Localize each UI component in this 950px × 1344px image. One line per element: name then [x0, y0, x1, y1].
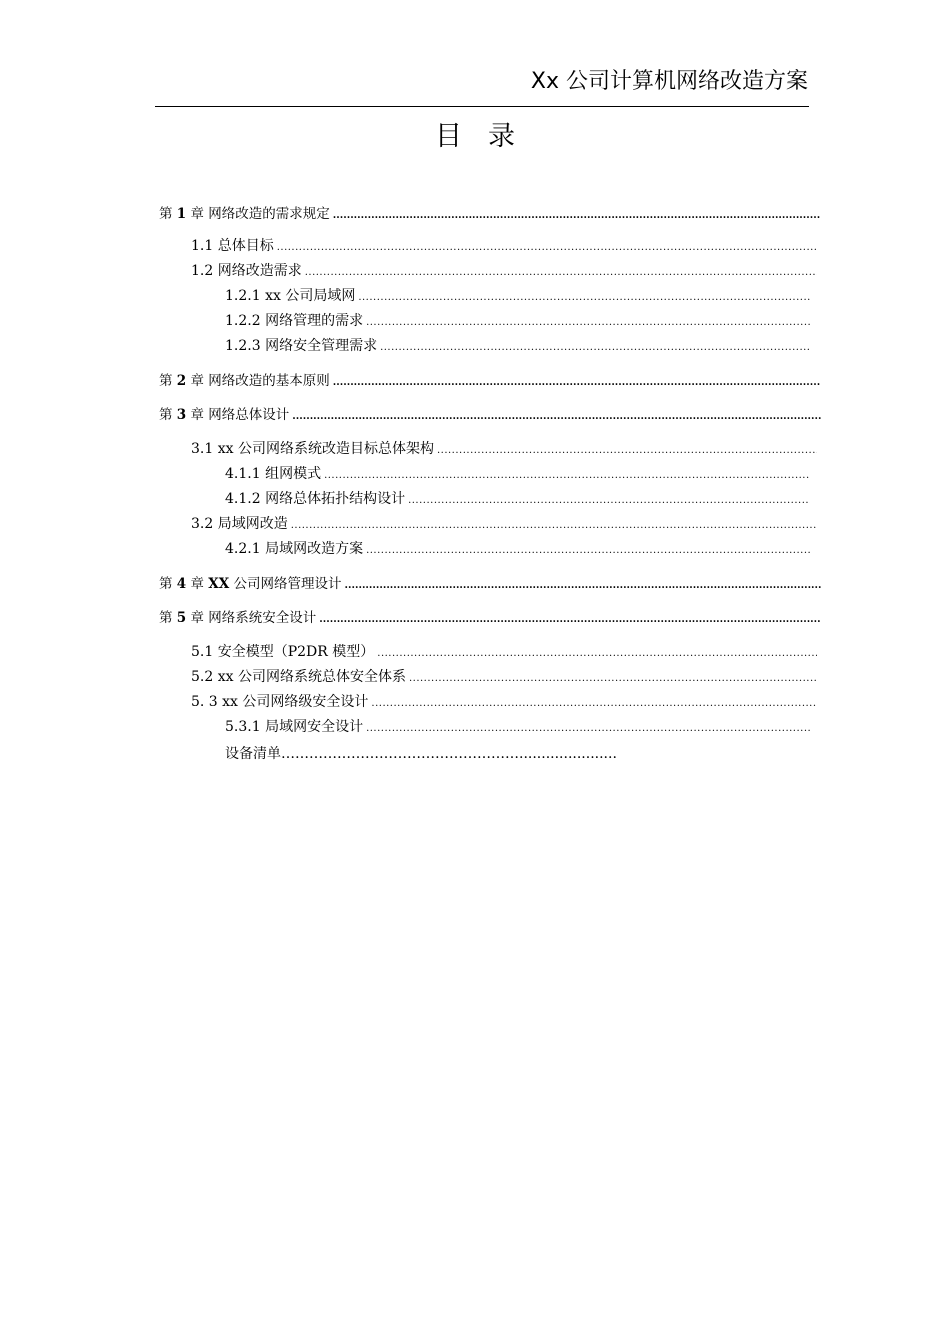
toc-entry-1-1[interactable]	[191, 236, 817, 256]
toc-leader-dots	[437, 441, 817, 461]
toc-leader-dots	[333, 373, 821, 393]
toc-leader-dots	[366, 719, 810, 739]
toc-entry-chapter-5[interactable]	[159, 608, 821, 628]
toc-entry-label: 第 5 章 网络系统安全设计	[159, 610, 317, 626]
toc-entry-label: 设备清单	[225, 746, 281, 762]
toc-title: 目录	[435, 121, 541, 152]
toc-leader-dots	[408, 491, 810, 511]
toc-entry-4-1-1[interactable]	[225, 464, 810, 484]
toc-entry-5-3[interactable]	[191, 692, 817, 712]
toc-entry-label: 5. 3 xx 公司网络级安全设计	[191, 694, 369, 710]
toc-entry-1-2-2[interactable]	[225, 311, 810, 331]
toc-leader-dots	[380, 338, 810, 358]
toc-leader-dots	[377, 644, 817, 664]
toc-entry-label: 3.1 xx 公司网络系统改造目标总体架构	[191, 441, 434, 457]
toc-leader-dots	[333, 206, 821, 226]
toc-entry-1-2-1[interactable]	[225, 286, 810, 306]
toc-entry-label: 1.2.3 网络安全管理需求	[225, 338, 378, 354]
toc-leader-dots	[409, 669, 817, 689]
toc-entry-label: 1.2.1 xx 公司局域网	[225, 288, 356, 304]
toc-entry-4-1-2[interactable]	[225, 489, 810, 509]
toc-leader-dots	[277, 238, 817, 258]
toc-entry-label: 1.1 总体目标	[191, 238, 274, 254]
toc-entry-label: 1.2 网络改造需求	[191, 263, 302, 279]
toc-entry-label: 第 3 章 网络总体设计	[159, 407, 290, 423]
toc-entry-5-2[interactable]	[191, 667, 817, 687]
toc-leader-dots	[366, 541, 810, 561]
toc-entry-chapter-1[interactable]	[159, 204, 821, 224]
toc-entry-label: 3.2 局域网改造	[191, 516, 288, 532]
toc-entry-label: 第 4 章 XX 公司网络管理设计	[159, 576, 342, 592]
toc-leader-dots	[291, 516, 817, 536]
toc-entry-chapter-2[interactable]	[159, 371, 821, 391]
toc-entry-chapter-4[interactable]	[159, 574, 821, 594]
toc-entry-label: 4.1.2 网络总体拓扑结构设计	[225, 491, 406, 507]
toc-entry-3-1[interactable]	[191, 439, 817, 459]
header-divider	[155, 106, 809, 107]
toc-entry-label: 4.2.1 局域网改造方案	[225, 541, 364, 557]
toc-entry-5-1[interactable]	[191, 642, 817, 662]
toc-leader-dots	[345, 576, 821, 596]
toc-entry-label: 5.2 xx 公司网络系统总体安全体系	[191, 669, 406, 685]
toc-entry-1-2-3[interactable]	[225, 336, 810, 356]
toc-entry-label: 1.2.2 网络管理的需求	[225, 313, 364, 329]
toc-leader-dots	[358, 288, 810, 308]
toc-leader-dots	[292, 407, 821, 427]
toc-entry-4-2-1[interactable]	[225, 539, 810, 559]
toc-leader-dots: ……………………………………………......................	[281, 746, 617, 762]
toc-entry-equipment-list[interactable]	[225, 743, 617, 763]
toc-entry-label: 第 2 章 网络改造的基本原则	[159, 373, 330, 389]
toc-entry-1-2[interactable]	[191, 261, 817, 281]
toc-entry-label: 5.3.1 局域网安全设计	[225, 719, 364, 735]
page-header-title: Xx 公司计算机网络改造方案	[530, 69, 808, 94]
toc-entry-label: 4.1.1 组网模式	[225, 466, 322, 482]
toc-entry-chapter-3[interactable]	[159, 405, 821, 425]
toc-entry-5-3-1[interactable]	[225, 717, 810, 737]
toc-leader-dots	[371, 694, 817, 714]
toc-leader-dots	[366, 313, 810, 333]
toc-entry-label: 5.1 安全模型（P2DR 模型）	[191, 644, 375, 660]
toc-entry-3-2[interactable]	[191, 514, 817, 534]
toc-entry-label: 第 1 章 网络改造的需求规定	[159, 206, 330, 222]
toc-leader-dots	[319, 610, 821, 630]
toc-leader-dots	[305, 263, 817, 283]
toc-leader-dots	[324, 466, 810, 486]
